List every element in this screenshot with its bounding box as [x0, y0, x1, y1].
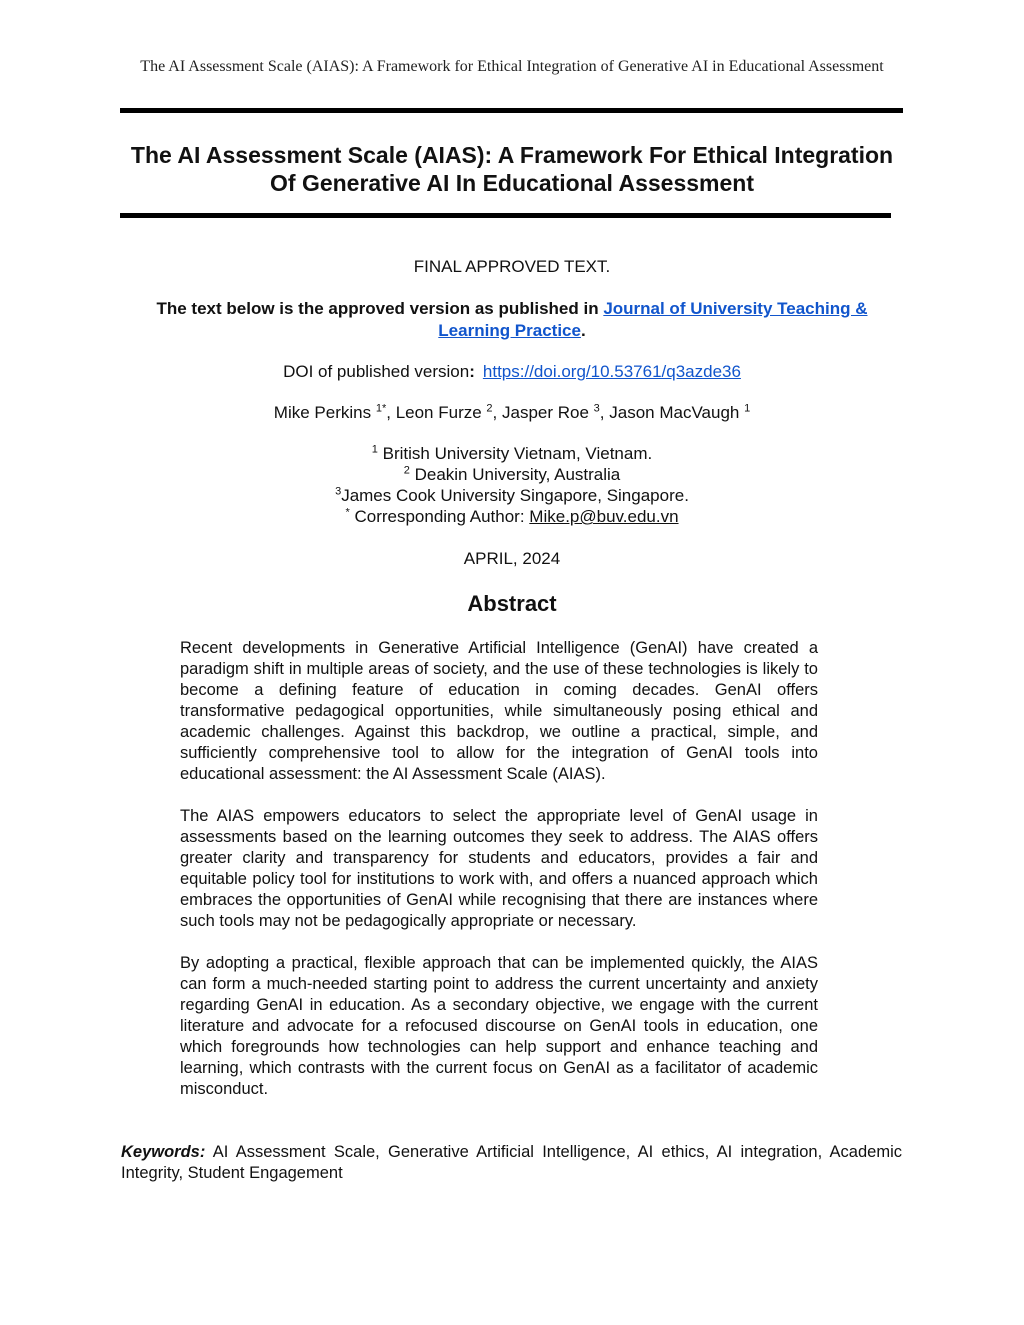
affiliation-text: Deakin University, Australia [409, 465, 621, 484]
author-mark: 1 [744, 402, 751, 415]
affiliation-mark: 1 [371, 443, 378, 456]
publication-date: APRIL, 2024 [463, 549, 561, 568]
doi-line [0, 361, 1024, 383]
journal-link-line-2: Learning Practice [438, 321, 581, 340]
abstract-paragraph: The AIAS empowers educators to select the appropriate level of GenAI usage in assessments based on the learning outcomes they seek to address. The AIAS offers greater clarity and transparency for students and educators, provides a fair and equitable policy tool for institutions to work with, and offers a nuanced approach which embraces the opportunities of GenAI while recognising that there are instances where such tools may not be pedagogically appropriate or necessary. [180, 807, 818, 930]
abstract-body [180, 638, 818, 1121]
approved-suffix: . [580, 321, 586, 340]
paper-title-line-1: The AI Assessment Scale (AIAS): A Framework For Ethical Integration [130, 142, 894, 168]
author-mark: 2 [486, 402, 493, 415]
journal-link[interactable] [603, 299, 867, 318]
affiliation-mark: 3 [335, 485, 342, 498]
author-separator: , [386, 403, 396, 422]
author-name: Leon Furze [395, 403, 482, 422]
doi-colon: : [469, 362, 475, 381]
approved-prefix: The text below is the approved version as published in [156, 299, 604, 318]
running-header: The AI Assessment Scale (AIAS): A Framework for Ethical Integration of Generative AI in Educational Assessment [140, 58, 884, 75]
author-name: Jasper Roe [502, 403, 589, 422]
affiliation-mark: 2 [403, 464, 410, 477]
corresponding-label: Corresponding Author: [349, 507, 530, 526]
journal-link-continued[interactable] [438, 321, 581, 340]
abstract-paragraph: By adopting a practical, flexible approach that can be implemented quickly, the AIAS can form a much-needed starting point to address the current uncertainty and anxiety regarding GenAI in education. As a secondary objective, we engage with the current literature and advocate for a refocused discourse on GenAI tools in education, one which foregrounds how technologies can help support and enhance teaching and learning, which contrasts with the current focus on GenAI as a facilitator of academic misconduct. [180, 954, 818, 1098]
corresponding-author-line [0, 506, 1024, 527]
author-list [0, 402, 1024, 424]
paper-title-line-2: Of Generative AI In Educational Assessment [270, 170, 754, 196]
abstract-heading: Abstract [467, 591, 557, 616]
affiliation-text: James Cook University Singapore, Singapore. [341, 486, 689, 505]
corresponding-email-link[interactable]: Mike.p@buv.edu.vn [529, 507, 679, 526]
author-separator: , [599, 403, 610, 422]
affiliation-line [0, 464, 1024, 485]
title-rule-top [120, 108, 903, 113]
author-mark: 3 [593, 402, 600, 415]
status-line: FINAL APPROVED TEXT. [413, 257, 611, 276]
author-separator: , [492, 403, 502, 422]
keywords-label: Keywords: [121, 1143, 206, 1161]
keywords [121, 1142, 902, 1184]
corresponding-mark: * [345, 506, 350, 519]
journal-link-line-1: Journal of University Teaching & [603, 299, 868, 318]
title-rule-bottom [120, 213, 891, 218]
affiliations [0, 443, 1024, 527]
author-name: Jason MacVaugh [609, 403, 740, 422]
paper-title [100, 141, 924, 197]
author-name: Mike Perkins [273, 403, 372, 422]
affiliation-line [0, 443, 1024, 464]
doi-label: DOI of published version [283, 362, 470, 381]
abstract-paragraph: Recent developments in Generative Artificial Intelligence (GenAI) have created a paradigm shift in multiple areas of society, and the use of these technologies is likely to become a defining feature of education in coming decades. GenAI offers transformative pedagogical opportunities, while simultaneously posing ethical and academic challenges. Against this backdrop, we outline a practical, simple, and sufficiently comprehensive tool to allow for the integration of GenAI tools into educational assessment: the AI Assessment Scale (AIAS). [180, 639, 818, 783]
author-mark: 1* [375, 402, 387, 415]
affiliation-line [0, 485, 1024, 506]
approved-version-note [0, 298, 1024, 342]
doi-link[interactable]: https://doi.org/10.53761/q3azde36 [482, 362, 741, 381]
keywords-text: AI Assessment Scale, Generative Artificial Intelligence, AI ethics, AI integration, Academic Integrity, Student Engagement [121, 1143, 902, 1182]
affiliation-text: British University Vietnam, Vietnam. [377, 444, 653, 463]
